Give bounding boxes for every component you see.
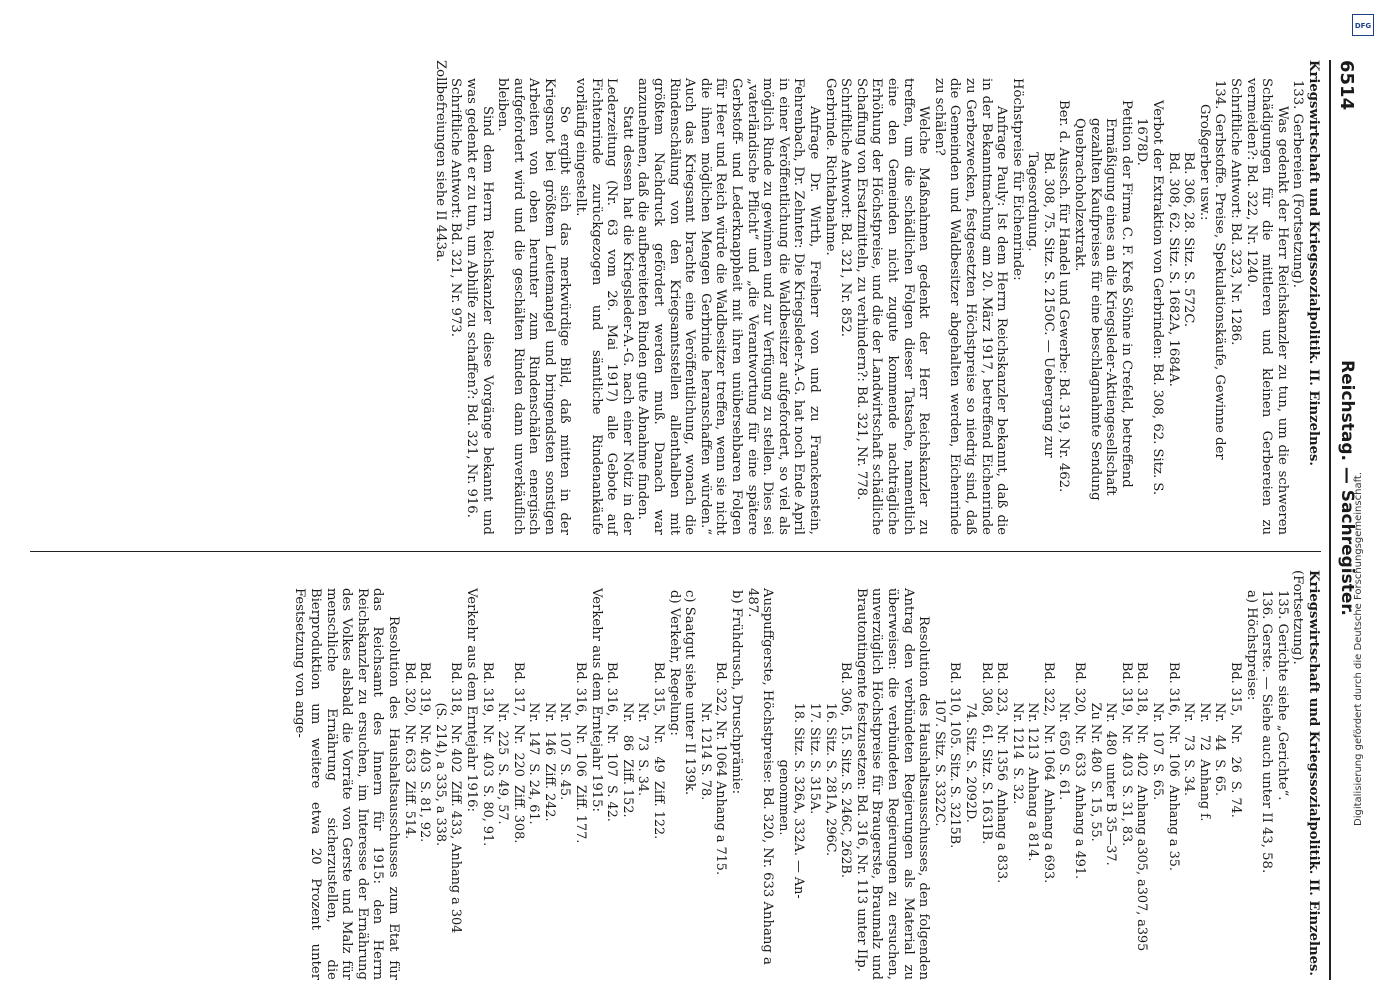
index-entry: 136. Gerste. — Siehe auch unter II 43, 58. [1259,590,1275,874]
reference-row: Nr. 86 Ziff. 152. [619,662,635,818]
reference-row: Nr. 1214 S. 78. [697,662,713,801]
index-entry: Verbot der Extraktion von Gerbrinden: Bd. 308, 62. Sitz. S. 1678D. [1134,100,1166,496]
reference-row: (S. 214), a 335, a 338. [432,662,448,847]
index-entry: Bd. 308, 62. Sitz. S. 1682A, 1684A. [1165,152,1181,387]
entry-paragraph: Was gedenkt der Herr Reichskanzler zu tun, um die schweren Schädigungen für die mittleren und kleinen Gerbereien zu vermeiden?: Bd. 322, Nr. 1240. [1243,78,1290,535]
index-entry: Gerbrinde. Richtabnahme. [822,78,838,256]
reference-row: Nr. 72 Anhang f. [1196,662,1212,822]
reference-row: Nr. 146 Ziff. 242. [541,662,557,822]
reference-row: Bd. 320, Nr. 633 Anhang a 491. [1072,662,1088,880]
reference-row: Bd. 316, Nr. 106 Anhang a 35. [1165,662,1181,871]
section-heading: Kriegswirtschaft und Kriegssozialpolitik. II. Einzelnes. [1306,570,1321,977]
reference-row: 17. Sitz. S. 315A. [807,662,822,815]
reference-row: Bd. 316, Nr. 107 S. 42. [604,662,620,822]
reference-row: Bd. 318, Nr. 402 Ziff. 433, Anhang a 304 [448,662,464,934]
reference-row: 74. Sitz. S. 2092D. [962,662,978,823]
index-entry: Schriftliche Antwort: Bd. 323, Nr. 1286. [1228,78,1244,346]
reference-row: Bd. 315, Nr. 26 S. 74. [1228,662,1244,818]
index-entry: (Fortsetzung). [1290,570,1306,665]
entry-paragraph: Resolution des Haushaltsausschusses, den folgenden Antrag den verbündeten Regierungen als Material zu überweisen: die verbündeten Regierungen zu ersuchen, unverzüglich Höchstpreise für Braugerste, Braumalz und Brautontingente festzusetzen: Bd. 316, Nr. 113 unter IIp. [853,588,932,980]
column-divider [30,551,1321,552]
index-entry: Ber. d. Aussch. für Handel und Gewerbe: Bd. 319, Nr. 462. [1056,100,1072,493]
reference-row: Nr. 225 S. 49, 57. [495,662,511,825]
entry-paragraph: Anfrage Pauly: Ist dem Herrn Reichskanzler bekannt, daß die in der Bekanntmachung am 20. März 1917, betreffend Eichenrinde zu Gerbezwecken, festgesetzten Höchstpreise so niedrig sind, daß die Gemeinden und Waldbesitzer abgehalten werden, Eichenrinde zu schälen? [931,78,1010,535]
reference-row: Bd. 316, Nr. 106 Ziff. 177. [573,662,589,844]
entry-paragraph: Statt dessen hat die Kriegsleder-A.-G. nach einer Notiz in der Lederzeitung (Nr. 63 vom 26. Mai 1917) alle Gebote auf Fichtenrinde zurückgezogen und sämtliche Rindenankäufe vorläufig eingestellt. [573,78,635,535]
digitization-watermark [1346,6,1380,996]
reference-row: Nr. 107 S. 45. [557,662,573,801]
running-title: Reichstag. — Sachregister. [1337,360,1357,616]
reference-row: Nr. 73 S. 34. [635,662,651,797]
entry-paragraph: Sind dem Herrn Reichskanzler diese Vorgänge bekannt und was gedenkt er zu tun, um Abhilfe zu schaffen?: Bd. 321, Nr. 916. [463,78,495,535]
reference-row: Nr. 480 unter B 35—37. [1103,662,1119,866]
left-column [30,60,1321,535]
reference-row: Bd. 308, 61. Sitz. S. 1631B. [978,662,994,845]
reference-row: 107. Sitz. S. 3322C. [931,662,947,827]
reference-row: Nr. 73 S. 34. [1181,662,1197,797]
index-entry: Zollbefreiungen siehe II 443a. [432,60,448,263]
reference-row: Bd. 319, Nr. 403 S. 81, 92. [417,662,433,843]
index-entry: b) Frühdrusch, Druschprämie: [729,590,745,795]
reference-row: Bd. 322, Nr. 1064 Anhang a 693. [1040,662,1056,884]
index-entry: Höchstpreise für Eichenrinde: [1009,78,1025,281]
entry-paragraph: Anfrage Dr. Wirth, Freiherr von und zu Franckenstein, Fehrenbach, Dr. Zehnter: Die Kriegsleder-A.-G. hat noch Ende April in einer Veröffentlichung die Waldbesitzer aufgefordert, so viel als möglich Rinde zu gewinnen und zur Verfügung zu stellen. Dies sei „vaterländische Pflicht“ und „die Verantwortung für eine spätere Gerbstoff- und Lederknappheit mit ihren unübersehbaren Folgen für Heer und Reich würde die Waldbesitzer treffen, wenn sie nicht die ihnen möglichen Mengen Gerbrinde heranschaffen würden.“ Auch das Kriegsamt brachte eine Veröffentlichung, wonach die Rindenschälung von den Kriegsamtsstellen allenthalben mit größtem Nachdruck gefördert werden muß. Danach war anzunehmen, daß die aufbereiteten Rinden gute Abnahme finden. [635,78,822,535]
reference-row: Bd. 323, Nr. 1356 Anhang a 833. [994,662,1010,884]
index-entry: c) Saatgut siehe unter II 139k. [682,590,698,796]
index-entry: Verkehr aus dem Erntejahr 1915: [588,588,604,812]
reference-row: genommen. [775,662,791,836]
reference-row: 18. Sitz. S. 326A, 332A. — An- [791,662,807,899]
reference-row: Bd. 319, Nr. 403 S. 80, 91. [479,662,495,847]
reference-row: Bd. 317, Nr. 220 Ziff. 308. [510,662,526,844]
index-entry: Schriftliche Antwort: Bd. 321, Nr. 973. [448,78,464,337]
page-number: 6514 [1336,60,1357,111]
reference-row: Bd. 306, 15. Sitz. S. 246C, 262B. [838,662,854,878]
dfg-logo: DFG [1352,14,1374,36]
reference-row: Nr. 1214 S. 32. [1009,662,1025,805]
section-heading: Kriegswirtschaft und Kriegssozialpolitik. II. Einzelnes. [1306,60,1321,467]
reference-row: Bd. 315, Nr. 49 Ziff. 122. [651,662,667,840]
reference-row: 16. Sitz. S. 281A, 296C. [822,662,838,857]
reference-row: Bd. 322, Nr. 1064 Anhang a 715. [713,662,729,876]
reference-row: Bd. 310, 105. Sitz. S. 3215B. [947,662,963,849]
index-entry: a) Höchstpreise: [1243,590,1259,701]
index-entry: Auspuffgerste, Höchstpreise: Bd. 320, Nr. 633 Anhang a 487. [744,588,776,965]
index-entry: Bd. 306, 28. Sitz. S. 572C. [1181,152,1197,328]
index-entry: Bd. 308, 75. Sitz. S. 2150C. — Uebergang zur Tagesordnung. [1025,152,1056,458]
reference-row: Nr. 147 S. 24, 61. [526,662,542,825]
reference-row: Nr. 107 S. 65. [1150,662,1166,801]
reference-row: Zu Nr. 480 S. 15, 55. [1087,662,1103,842]
reference-row: Bd. 318, Nr. 402 Anhang a305, a307, a395 [1134,662,1150,952]
entry-paragraph: So ergibt sich das merkwürdige Bild, daß mitten in der Kriegsnot bei größtem Leutemangel und bringendsten sonstigen Arbeiten von oben herunter zum Rindenschälen energisch aufgefordert wird und die geschälten Rinden dann unverkäuflich bleiben. [495,78,573,535]
index-entry: d) Verkehr, Regelung: [666,590,682,736]
index-entry: Verkehr aus dem Erntejahr 1916: [463,588,479,812]
reference-row: Nr. 44 S. 65. [1212,662,1228,797]
index-entry: 133. Gerbereien (Fortsetzung). [1290,80,1306,288]
reference-row: Bd. 320, Nr. 633 Ziff. 514. [401,662,417,840]
index-entry: 134. Gerbstoffe. Preise, Spekulationskäufe, Gewinne der Großgerber usw.: [1196,80,1228,460]
index-entry: Petition der Firma C. F. Kreß Söhne in Crefeld, betreffend Ermäßigung eines an die Kriegsleder-Aktiengesellschaft gezahlten Kaufpreises für eine beschlagnahmte Sendung Quebrachoholzextrakt. [1072,100,1134,501]
reference-row: Nr. 1213 Anhang a 814. [1025,662,1041,862]
watermark-text: Digitalisierung gefördert durch die Deutsche Forschungsgemeinschaft. [1353,471,1364,826]
reference-row: Nr. 650 S. 61. [1056,662,1072,801]
entry-paragraph: Resolution des Haushaltsausschusses zum Etat für das Reichsamt des Innern für 1915: den Herrn Reichskanzler zu ersuchen, im Interesse der Ernährung des Volkes alsbald die Vorräte von Gerste und Malz für menschliche Ernährung sicherzustellen, die Bierproduktion um weitere etwa 20 Prozent unter Festsetzung von ange- [292,588,401,980]
index-entry: 135. Gerichte siehe „Gerichte“. [1274,590,1290,801]
entry-paragraph: Welche Maßnahmen gedenkt der Herr Reichskanzler zu treffen, um die schädlichen Folgen dieser Tatsache, namentlich eine den Gemeinden nicht zugute kommende nachträgliche Erhöhung der Höchstpreise, und die der Landwirtschaft schädliche Schaffung von Ersatzmitteln, zu verhindern?: Bd. 321, Nr. 778. [853,78,932,535]
right-column [30,570,1321,980]
index-entry: Schriftliche Antwort: Bd. 321, Nr. 852. [838,78,854,337]
reference-row: Bd. 319, Nr. 403 S. 31, 83. [1118,662,1134,847]
